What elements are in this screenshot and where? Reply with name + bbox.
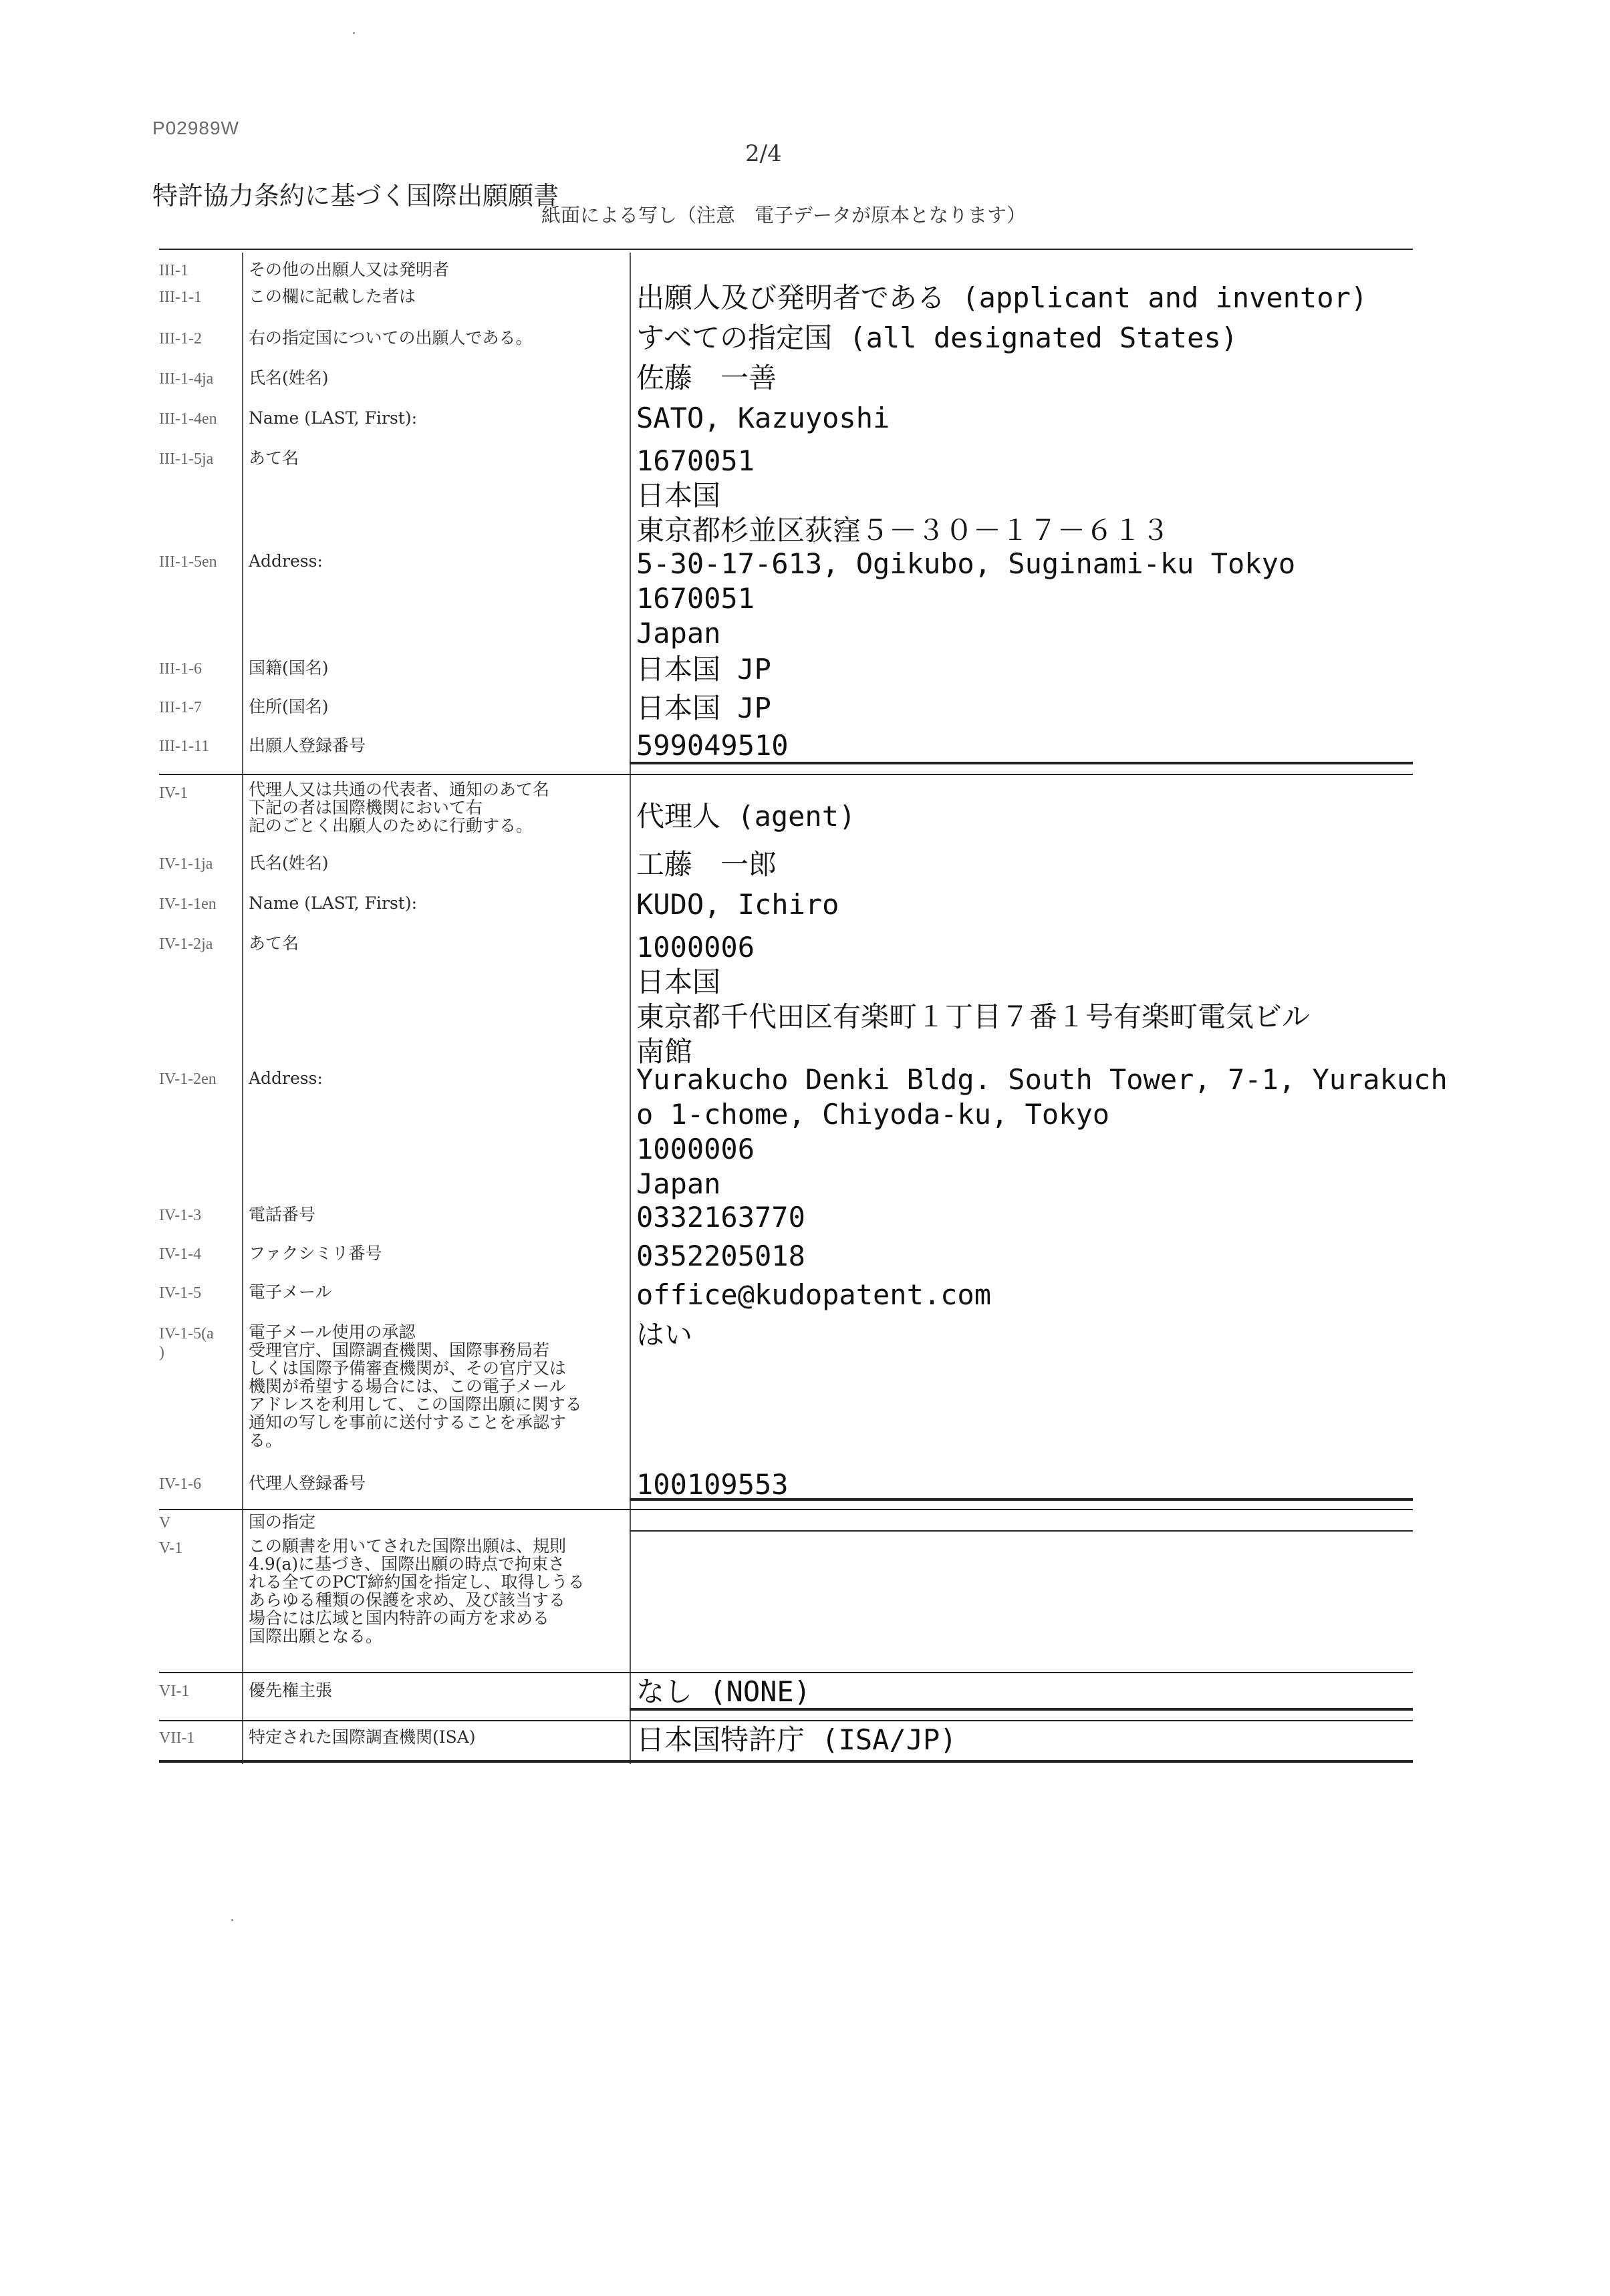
row-value: 599049510 [636,729,789,762]
section-divider [159,774,1413,775]
section-divider [159,1672,1413,1673]
row-code: IV-1-5 [159,1284,202,1302]
row-value: 1670051 日本国 東京都杉並区荻窪５－３０－１７－６１３ [636,444,1170,547]
row-value: なし (NONE) [636,1675,811,1708]
row-code: III-1-4ja [159,370,214,388]
scan-speck [231,1919,233,1921]
document-title: 特許協力条約に基づく国際出願願書 [152,181,559,210]
row-code: III-1-6 [159,660,202,678]
row-code: V-1 [159,1540,183,1557]
row-code: IV-1-5(a ) [159,1325,214,1361]
row-label: 国籍(国名) [249,658,329,678]
row-value: 日本国特許庁 (ISA/JP) [636,1723,957,1756]
row-value: はい [636,1318,693,1351]
section-divider [159,1509,1413,1510]
row-code: VI-1 [159,1683,190,1700]
row-label: 電話番号 [249,1205,316,1224]
row-code: IV-1-6 [159,1475,202,1493]
scan-speck [353,32,355,34]
row-label: 代理人登録番号 [249,1473,366,1493]
row-value: 100109553 [636,1468,789,1501]
row-code: III-1-5ja [159,450,214,468]
table-bottom-rule [159,1760,1413,1763]
row-label: 優先権主張 [249,1681,333,1700]
row-code: IV-1-2ja [159,936,213,953]
row-value: 1000006 日本国 東京都千代田区有楽町１丁目７番１号有楽町電気ビル 南館 [636,931,1311,1068]
column-divider-left [242,253,243,1764]
row-code: IV-1-2en [159,1070,217,1088]
row-label: Name (LAST, First): [249,893,418,913]
row-value: すべての指定国 (all designated States) [636,321,1238,354]
row-label: 氏名(姓名) [249,853,329,873]
row-label: Name (LAST, First): [249,408,418,428]
row-value: 日本国 JP [636,653,771,686]
row-code: IV-1-1ja [159,855,213,873]
row-value: 代理人 (agent) [636,800,856,833]
row-label: 電子メール使用の承認 受理官庁、国際調査機関、国際事務局若 しくは国際予備審査機関が、その官庁又は 機関が希望する場合には、この電子メール アドレスを利用して、この国際出願に関する 通知の写しを事前に送付することを承認す る。 [249,1322,582,1450]
row-value: 工藤 一郎 [636,848,777,881]
row-label: 国の指定 [249,1512,316,1532]
document-subtitle: 紙面による写し（注意 電子データが原本となります） [541,204,1027,227]
row-label: 特定された国際調査機関(ISA) [249,1727,476,1747]
row-label: ファクシミリ番号 [249,1244,382,1263]
row-label: 住所(国名) [249,697,329,716]
row-value: office@kudopatent.com [636,1278,992,1311]
row-code: IV-1-1en [159,895,217,913]
document-reference: P02989W [152,118,239,138]
row-label: 右の指定国についての出願人である。 [249,328,533,347]
row-code: V [159,1514,171,1532]
row-label: あて名 [249,448,299,468]
row-code: IV-1-4 [159,1246,202,1263]
row-label: 代理人又は共通の代表者、通知のあて名 下記の者は国際機関において右 記のごとく出願人のために行動する。 [249,780,550,835]
row-value: Yurakucho Denki Bldg. South Tower, 7-1, Yurakuch o 1-chome, Chiyoda-ku, Tokyo 1000006 Japan [636,1063,1448,1200]
row-code: III-1-1 [159,289,202,306]
row-label: 氏名(姓名) [249,368,329,388]
row-value: 日本国 JP [636,692,771,724]
row-label: 出願人登録番号 [249,736,366,755]
row-value: 出願人及び発明者である (applicant and inventor) [636,281,1368,314]
column-divider-right [630,253,631,1764]
row-code: III-1-4en [159,410,217,428]
row-value: 0352205018 [636,1240,805,1272]
table-top-rule [159,249,1413,250]
section-divider [630,1530,1413,1532]
row-code: III-1-7 [159,699,202,716]
row-value: 5-30-17-613, Ogikubo, Suginami-ku Tokyo 1670051 Japan [636,547,1296,650]
row-label: 電子メール [249,1282,332,1302]
row-code: III-1-11 [159,738,210,755]
row-value: SATO, Kazuyoshi [636,402,890,434]
row-code: IV-1 [159,784,188,802]
row-code: III-1 [159,262,188,279]
row-label: その他の出願人又は発明者 [249,260,450,279]
row-code: VII-1 [159,1729,195,1747]
page-number: 2/4 [745,140,782,167]
row-label: この欄に記載した者は [249,287,416,306]
row-code: III-1-5en [159,553,217,571]
section-divider [159,1720,1413,1721]
row-label: あて名 [249,934,299,953]
row-code: IV-1-3 [159,1207,202,1224]
row-value: KUDO, Ichiro [636,888,839,921]
row-value: 0332163770 [636,1201,805,1234]
row-label: Address: [249,551,323,571]
row-label: Address: [249,1068,323,1088]
row-value: 佐藤 一善 [636,362,777,394]
row-code: III-1-2 [159,330,202,347]
row-label: この願書を用いてされた国際出願は、規則 4.9(a)に基づき、国際出願の時点で拘束さ れる全てのPCT締約国を指定し、取得しうる あらゆる種類の保護を求め、及び該当する 場合には広域と国内特許の両方を求める 国際出願となる。 [249,1536,585,1646]
